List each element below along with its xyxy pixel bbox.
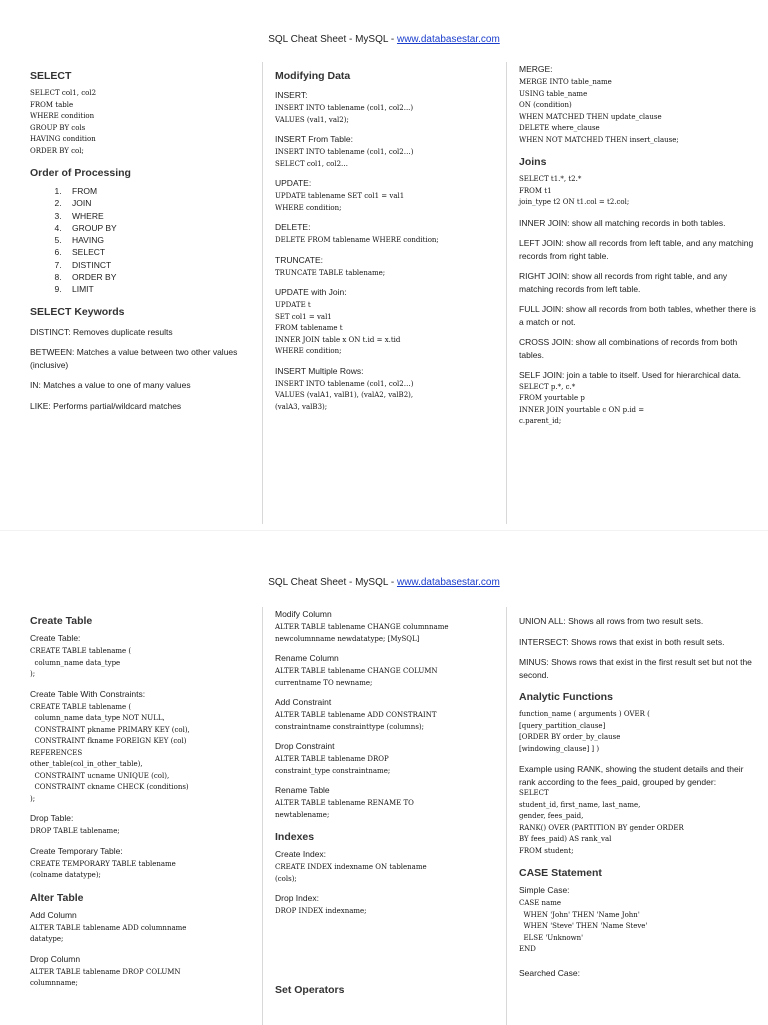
add-column-label: Add Column	[30, 909, 77, 920]
drop-table-code: DROP TABLE tablename;	[30, 827, 120, 835]
section-title-analytic: Analytic Functions	[519, 691, 613, 703]
column-3	[506, 607, 759, 1025]
insert-code: INSERT INTO tablename (col1, col2...) VALUES (val1, val2);	[275, 104, 414, 124]
section-title-keywords: SELECT Keywords	[30, 305, 125, 318]
drop-index-label: Drop Index:	[275, 893, 319, 903]
truncate-code: TRUNCATE TABLE tablename;	[275, 268, 386, 277]
insert-from-code: INSERT INTO tablename (col1, col2…) SELECT col1, col2…	[275, 148, 414, 168]
create-table-code: CREATE TABLE tablename ( column_name data_type );	[30, 647, 132, 678]
update-label: UPDATE:	[275, 178, 312, 188]
create-table-label: Create Table:	[30, 633, 81, 643]
page-header	[0, 34, 768, 45]
keyword-distinct: DISTINCT: Removes duplicate results	[30, 326, 173, 337]
add-column-code: ALTER TABLE tablename ADD columnname datatype;	[30, 923, 187, 943]
column-3	[506, 62, 759, 524]
section-title-alter-table: Alter Table	[30, 891, 84, 904]
joins-code: SELECT t1.*, t2.* FROM t1 join_type t2 ON t1.col = t2.col;	[519, 175, 630, 206]
self-join-text: SELF JOIN: join a table to itself. Used for hierarchical data.	[519, 370, 742, 380]
insert-from-label: INSERT From Table:	[275, 134, 353, 144]
left-join-text: LEFT JOIN: show all records from left table, and any matching records from right table.	[519, 238, 754, 261]
merge-code: MERGE INTO table_name USING table_name ON (condition) WHEN MATCHED THEN update_clause DELETE where_clause WHEN NOT MATCHED THEN insert_clause;	[519, 78, 679, 144]
rename-column-code: ALTER TABLE tablename CHANGE COLUMN currentname TO newname;	[275, 667, 438, 687]
order-list	[30, 185, 265, 296]
column-2	[262, 62, 515, 524]
update-code: UPDATE tablename SET col1 = val1 WHERE condition;	[275, 192, 405, 212]
constraints-label: Create Table With Constraints:	[30, 688, 146, 699]
order-item: 8. ORDER BY	[64, 271, 265, 283]
section-title-set-operators: Set Operators	[275, 983, 345, 996]
insert-label: INSERT:	[275, 90, 308, 100]
section-title-order: Order of Processing	[30, 167, 131, 179]
order-item: 6. SELECT	[64, 246, 265, 258]
order-item: 2. JOIN	[64, 197, 265, 209]
column-1	[30, 607, 265, 1025]
temp-table-label: Create Temporary Table:	[30, 845, 123, 856]
order-item: 5. HAVING	[64, 234, 265, 246]
drop-column-label: Drop Column	[30, 953, 81, 964]
create-index-code: CREATE INDEX indexname ON tablename (cols);	[275, 863, 427, 883]
cross-join-text: CROSS JOIN: show all combinations of records from both tables.	[519, 337, 738, 360]
rename-column-label: Rename Column	[275, 653, 339, 663]
drop-constraint-label: Drop Constraint	[275, 741, 335, 751]
insert-multi-label: INSERT Multiple Rows:	[275, 365, 364, 376]
union-all-text: UNION ALL: Shows all rows from two result sets.	[519, 616, 704, 626]
inner-join-text: INNER JOIN: show all matching records in both tables.	[519, 217, 726, 228]
right-join-text: RIGHT JOIN: show all records from right table, and any matching records from left table.	[519, 271, 728, 294]
rename-table-code: ALTER TABLE tablename RENAME TO newtablename;	[275, 799, 414, 819]
order-item: 4. GROUP BY	[64, 222, 265, 234]
section-title-joins: Joins	[519, 156, 547, 168]
section-title-modifying: Modifying Data	[275, 70, 351, 82]
drop-column-code: ALTER TABLE tablename DROP COLUMN columnname;	[30, 967, 181, 987]
select-code: SELECT col1, col2 FROM table WHERE condition GROUP BY cols HAVING condition ORDER BY col;	[30, 89, 97, 155]
keyword-between: BETWEEN: Matches a value between two other values (inclusive)	[30, 347, 238, 370]
section-title-create-table: Create Table	[30, 615, 93, 627]
delete-code: DELETE FROM tablename WHERE condition;	[275, 236, 439, 244]
section-title-select: SELECT	[30, 70, 72, 82]
section-title-indexes: Indexes	[275, 831, 315, 843]
self-join-code: SELECT p.*, c.* FROM yourtable p INNER JOIN yourtable c ON p.id = c.parent_id;	[519, 382, 645, 425]
header-link[interactable]: www.databasestar.com	[396, 577, 500, 588]
drop-index-code: DROP INDEX indexname;	[275, 907, 367, 915]
order-item: 7. DISTINCT	[64, 259, 265, 271]
delete-label: DELETE:	[275, 222, 311, 232]
modify-column-code: ALTER TABLE tablename CHANGE columnname newcolumnname newdatatype; [MySQL]	[275, 623, 449, 643]
add-constraint-code: ALTER TABLE tablename ADD CONSTRAINT constraintname constrainttype (columns);	[275, 711, 437, 731]
modify-column-label: Modify Column	[275, 609, 332, 619]
merge-label: MERGE:	[519, 64, 553, 74]
truncate-label: TRUNCATE:	[275, 254, 324, 265]
update-join-label: UPDATE with Join:	[275, 287, 347, 297]
searched-case-label: Searched Case:	[519, 967, 580, 978]
header-title: SQL Cheat Sheet - MySQL -	[268, 34, 397, 45]
page-header	[0, 577, 768, 588]
column-2	[262, 607, 515, 1025]
keyword-like: LIKE: Performs partial/wildcard matches	[30, 400, 182, 411]
section-title-case: CASE Statement	[519, 867, 602, 879]
minus-text: MINUS: Shows rows that exist in the first result set but not the second.	[519, 657, 752, 680]
simple-case-code: CASE name WHEN 'John' THEN 'Name John' WHEN 'Steve' THEN 'Name Steve' ELSE 'Unknown' END	[519, 899, 648, 953]
intersect-text: INTERSECT: Shows rows that exist in both result sets.	[519, 636, 725, 647]
add-constraint-label: Add Constraint	[275, 697, 332, 707]
keyword-in: IN: Matches a value to one of many values	[30, 380, 191, 391]
full-join-text: FULL JOIN: show all records from both tables, whether there is a match or not.	[519, 304, 756, 327]
drop-constraint-code: ALTER TABLE tablename DROP constraint_type constraintname;	[275, 755, 391, 775]
order-item: 3. WHERE	[64, 210, 265, 222]
insert-multi-code: INSERT INTO tablename (col1, col2…) VALUES (valA1, valB1), (valA2, valB2), (valA3, valB3);	[275, 379, 414, 411]
rank-example-text: Example using RANK, showing the student details and their rank according to the fees_paid, grouped by gender:	[519, 764, 744, 787]
header-title: SQL Cheat Sheet - MySQL -	[268, 577, 397, 588]
drop-table-label: Drop Table:	[30, 813, 74, 823]
order-item: 1. FROM	[64, 185, 265, 197]
create-index-label: Create Index:	[275, 849, 327, 859]
header-link[interactable]: www.databasestar.com	[396, 34, 500, 45]
order-item: 9. LIMIT	[64, 283, 265, 295]
rank-example-code: SELECT student_id, first_name, last_name, gender, fees_paid, RANK() OVER (PARTITION BY gender ORDER BY fees_paid) AS rank_val FROM student;	[519, 789, 684, 855]
column-1	[30, 62, 265, 524]
analytic-code: function_name ( arguments ) OVER ( [query_partition_clause] [ORDER BY order_by_clause [windowing_clause] ] )	[519, 710, 650, 753]
temp-table-code: CREATE TEMPORARY TABLE tablename (colname datatype);	[30, 859, 176, 879]
constraints-code: CREATE TABLE tablename ( column_name data_type NOT NULL, CONSTRAINT pkname PRIMARY KEY (col), CONSTRAINT fkname FOREIGN KEY (col) REFERENCES other_table(col_in_other_table), CONSTRAINT ucname UNIQUE (col), CONSTRAINT ckname CHECK (conditions) );	[30, 702, 190, 803]
rename-table-label: Rename Table	[275, 785, 330, 795]
simple-case-label: Simple Case:	[519, 885, 570, 895]
page-2	[0, 530, 768, 1025]
update-join-code: UPDATE t SET col1 = val1 FROM tablename t INNER JOIN table x ON t.id = x.tid WHERE condition;	[275, 301, 401, 355]
